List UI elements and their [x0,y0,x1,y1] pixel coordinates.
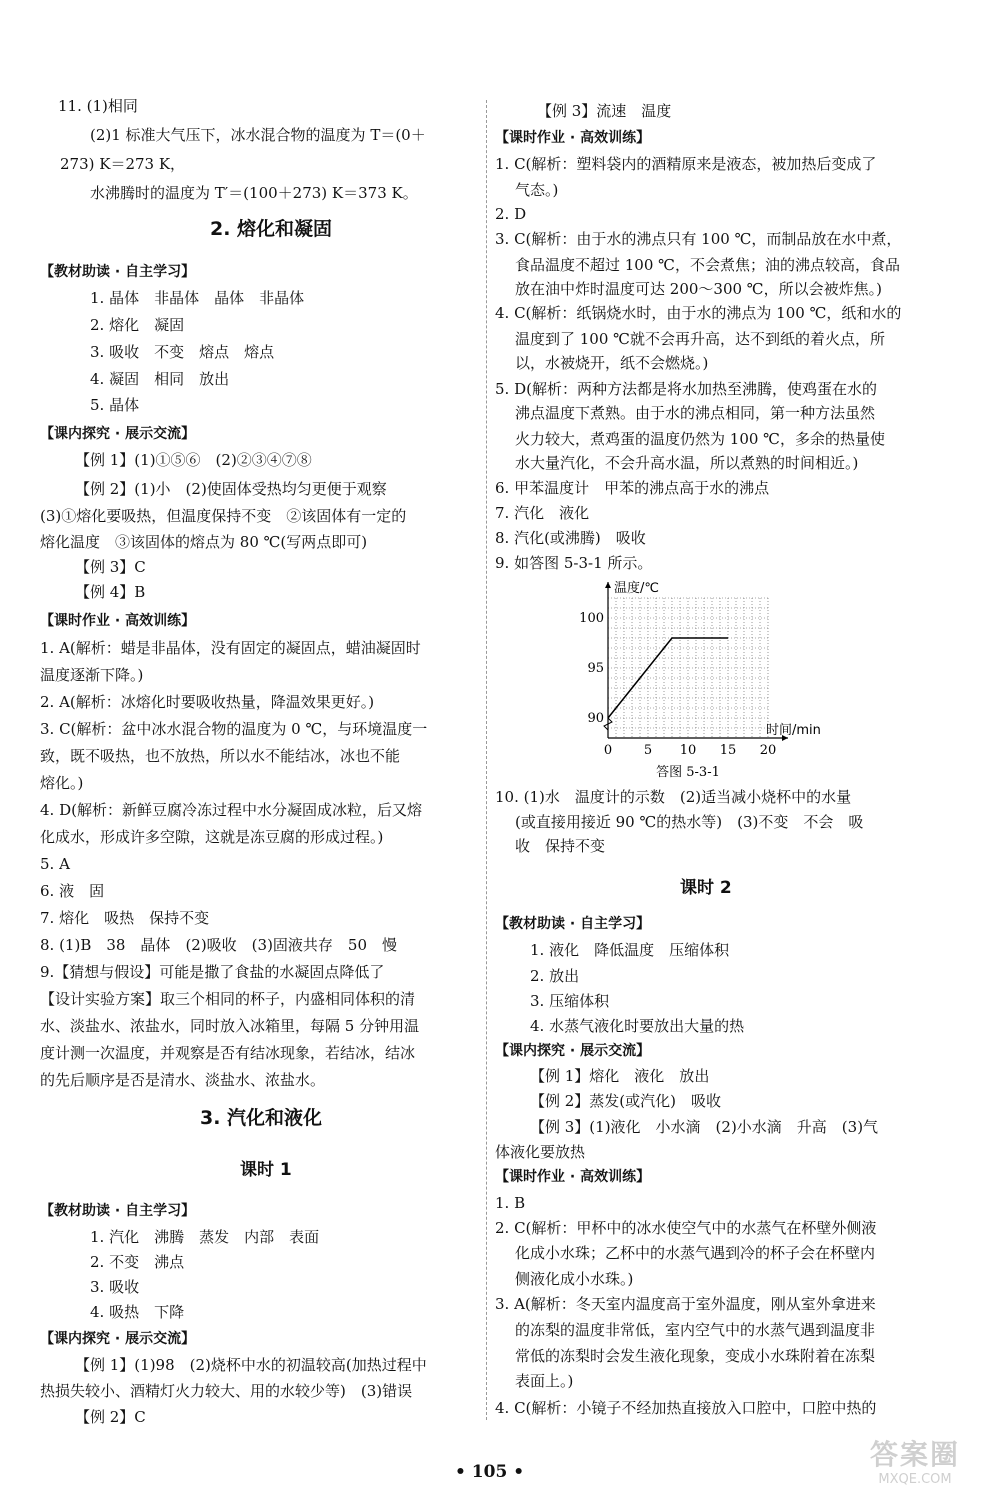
section-title: 2. 熔化和凝固 [210,218,333,240]
text-line: 3. 吸收 [90,1278,140,1296]
text-line: 7. 熔化 吸热 保持不变 [40,909,210,927]
text-line: 8. 汽化(或沸腾) 吸收 [495,529,646,547]
text-line: 温度逐渐下降。) [40,666,144,684]
text-line: 4. C(解析：小镜子不经加热直接放入口腔中，口腔中热的 [495,1399,877,1417]
text-line: 【例 3】C [75,558,146,576]
text-line: (或直接用接近 90 ℃的热水等) (3)不变 不会 吸 [515,813,864,831]
text-line: 水大量汽化，不会升高水温，所以煮熟的时间相近。) [515,454,859,472]
text-line: 【设计实验方案】取三个相同的杯子，内盛相同体积的清 [40,990,416,1008]
section-label: 【课内探究 · 展示交流】 [40,1331,196,1347]
text-line: 熔化温度 ③该固体的熔点为 80 ℃(写两点即可) [40,533,368,551]
text-line: 1. 汽化 沸腾 蒸发 内部 表面 [90,1228,320,1246]
column-divider [486,100,487,1420]
text-line: 4. 吸热 下降 [90,1303,185,1321]
text-line: 6. 甲苯温度计 甲苯的沸点高于水的沸点 [495,479,770,497]
section-label: 【课内探究 · 展示交流】 [495,1043,651,1059]
watermark-logo [835,1438,995,1502]
text-line: 收 保持不变 [515,837,606,855]
text-line: 【例 1】(1)98 (2)烧杯中水的初温较高(加热过程中 [75,1356,427,1374]
section-label: 【课时作业 · 高效训练】 [495,130,651,146]
text-line: 以，水被烧开，纸不会燃烧。) [515,354,709,372]
y-axis-label: 温度/℃ [614,581,659,596]
y-tick-label: 90 [587,711,604,726]
x-tick-label: 0 [603,743,613,758]
text-line: 7. 汽化 液化 [495,504,590,522]
text-line: 水、淡盐水、浓盐水，同时放入冰箱里，每隔 5 分钟用温 [40,1017,420,1035]
text-line: 3. A(解析：冬天室内温度高于室外温度，刚从室外拿进来 [495,1295,876,1313]
text-line: 11. (1)相同 [58,97,138,115]
text-line: 化成水，形成许多空隙，这就是冻豆腐的形成过程。) [40,828,384,846]
text-line: 表面上。) [515,1372,574,1390]
x-tick-label: 15 [719,743,737,758]
section-label: 【教材助读 · 自主学习】 [40,1203,196,1219]
text-line: 273) K＝273 K， [60,155,186,173]
lesson-title: 课时 2 [680,878,732,898]
text-line: 【例 2】蒸发(或汽化) 吸收 [530,1092,722,1110]
text-line: 3. C(解析：由于水的沸点只有 100 ℃，而制品放在水中煮， [495,230,902,248]
text-line: 1. 晶体 非晶体 晶体 非晶体 [90,289,305,307]
text-line: 【例 2】C [75,1408,146,1426]
text-line: (3)①熔化要吸热，但温度保持不变 ②该固体有一定的 [40,507,407,525]
lesson-title: 课时 1 [240,1160,292,1180]
text-line: 4. 凝固 相同 放出 [90,370,230,388]
text-line: 度计测一次温度，并观察是否有结冰现象，若结冰，结冰 [40,1044,416,1062]
text-line: 沸点温度下煮熟。由于水的沸点相同，第一种方法虽然 [515,404,876,422]
text-line: 2. 不变 沸点 [90,1253,185,1271]
text-line: 2. A(解析：冰熔化时要吸收热量，降温效果更好。) [40,693,375,711]
text-line: 热损失较小、酒精灯火力较大、用的水较少等) (3)错误 [40,1382,413,1400]
text-line: 1. A(解析：蜡是非晶体，没有固定的凝固点，蜡油凝固时 [40,639,421,657]
text-line: (2)1 标准大气压下，冰水混合物的温度为 T＝(0＋ [90,126,426,144]
text-line: 【例 1】(1)①⑤⑥ (2)②③④⑦⑧ [75,451,312,469]
text-line: 气态。) [515,181,559,199]
x-tick-label: 5 [643,743,653,758]
text-line: 食品温度不超过 100 ℃，不会煮焦；油的沸点较高，食品 [515,256,900,274]
text-line: 2. 放出 [530,967,580,985]
text-line: 2. D [495,205,527,223]
text-line: 常低的冻梨时会发生液化现象，变成小水珠附着在冻梨 [515,1347,876,1365]
text-line: 温度到了 100 ℃就不会再升高，达不到纸的着火点，所 [515,330,885,348]
text-line: 侧液化成小水珠。) [515,1270,634,1288]
text-line: 1. C(解析：塑料袋内的酒精原来是液态，被加热后变成了 [495,155,877,173]
text-line: 的冻梨的温度非常低，室内空气中的水蒸气遇到温度非 [515,1321,876,1339]
text-line: 3. 吸收 不变 熔点 熔点 [90,343,275,361]
text-line: 4. 水蒸气液化时要放出大量的热 [530,1017,745,1035]
text-line: 【例 1】熔化 液化 放出 [530,1067,710,1085]
section-label: 【课时作业 · 高效训练】 [40,613,196,629]
text-line: 熔化。) [40,774,84,792]
text-line: 【例 3】流速 温度 [537,102,672,120]
y-tick-label: 100 [579,611,604,626]
text-line: 致，既不吸热，也不放热，所以水不能结冰，冰也不能 [40,747,401,765]
x-tick-label: 20 [759,743,777,758]
temperature-time-chart [578,578,838,778]
y-axis-arrow [605,582,611,588]
y-tick-label: 95 [587,661,604,676]
section-label: 【课时作业 · 高效训练】 [495,1169,651,1185]
page-number: • 105 • [455,1462,525,1482]
text-line: 【例 3】(1)液化 小水滴 (2)小水滴 升高 (3)气 [530,1118,879,1136]
text-line: 4. C(解析：纸锅烧水时，由于水的沸点为 100 ℃，纸和水的 [495,304,902,322]
text-line: 化成小水珠；乙杯中的水蒸气遇到冷的杯子会在杯壁内 [515,1244,876,1262]
section-label: 【课内探究 · 展示交流】 [40,426,196,442]
text-line: 3. 压缩体积 [530,992,610,1010]
text-line: 2. C(解析：甲杯中的冰水使空气中的水蒸气在杯壁外侧液 [495,1219,877,1237]
text-line: 5. A [40,855,70,873]
text-line: 5. D(解析：两种方法都是将水加热至沸腾，使鸡蛋在水的 [495,380,877,398]
text-line: 10. (1)水 温度计的示数 (2)适当减小烧杯中的水量 [495,788,852,806]
text-line: 的先后顺序是否是清水、淡盐水、浓盐水。 [40,1071,326,1089]
text-line: 6. 液 固 [40,882,105,900]
text-line: 放在油中炸时温度可达 200～300 ℃，所以会被炸焦。) [515,280,882,298]
section-title: 3. 汽化和液化 [200,1107,323,1129]
text-line: 1. B [495,1194,526,1212]
text-line: 9.【猜想与假设】可能是撒了食盐的水凝固点降低了 [40,963,385,981]
text-line: 体液化要放热 [495,1143,586,1161]
watermark-top: 答案圈 [869,1438,960,1471]
text-line: 9. 如答图 5-3-1 所示。 [495,554,653,572]
text-line: 8. (1)B 38 晶体 (2)吸收 (3)固液共存 50 慢 [40,936,398,954]
section-label: 【教材助读 · 自主学习】 [40,264,196,280]
watermark-bottom: MXQE.COM [878,1472,952,1487]
text-line: 火力较大，煮鸡蛋的温度仍然为 100 ℃，多余的热量使 [515,430,885,448]
text-line: 3. C(解析：盆中冰水混合物的温度为 0 ℃，与环境温度一 [40,720,428,738]
text-line: 水沸腾时的温度为 T′＝(100＋273) K＝373 K。 [90,184,418,202]
text-line: 2. 熔化 凝固 [90,316,185,334]
text-line: 4. D(解析：新鲜豆腐冷冻过程中水分凝固成冰粒，后又熔 [40,801,422,819]
x-axis-label: 时间/min [766,723,821,738]
text-line: 【例 4】B [75,583,146,601]
section-label: 【教材助读 · 自主学习】 [495,916,651,932]
text-line: 【例 2】(1)小 (2)使固体受热均匀更便于观察 [75,480,387,498]
chart-caption: 答图 5-3-1 [656,765,720,778]
text-line: 5. 晶体 [90,396,140,414]
x-tick-label: 10 [679,743,697,758]
text-line: 1. 液化 降低温度 压缩体积 [530,941,730,959]
